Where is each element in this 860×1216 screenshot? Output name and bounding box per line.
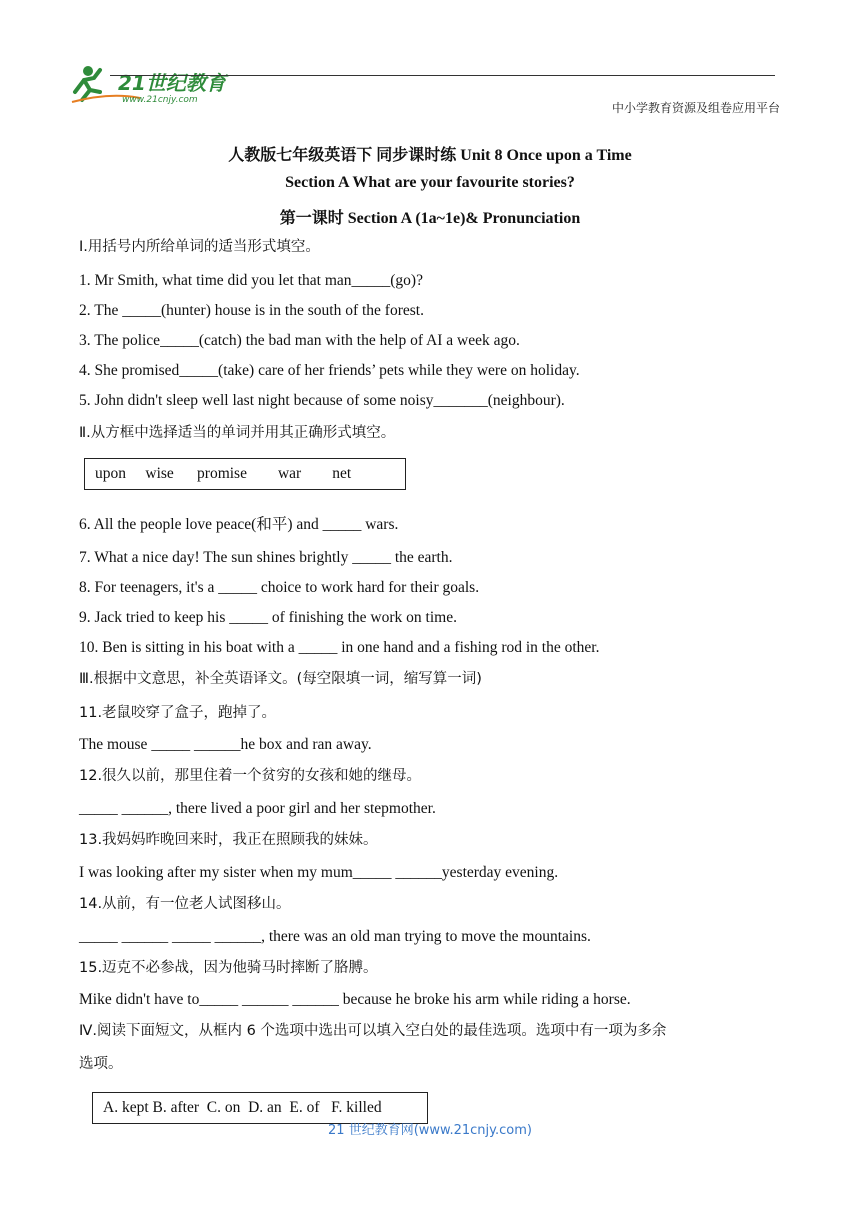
question-15-en: Mike didn't have to_____ ______ ______ because he broke his arm while riding a horse.: [79, 991, 631, 1008]
question-11-en: The mouse _____ ______he box and ran away.: [79, 736, 372, 753]
title-main: 人教版七年级英语下 同步课时练 Unit 8 Once upon a Time: [228, 147, 632, 164]
question-4: 4. She promised_____(take) care of her friends’ pets while they were on holiday.: [79, 362, 580, 379]
question-2: 2. The _____(hunter) house is in the south of the forest.: [79, 302, 424, 319]
question-13-en: I was looking after my sister when my mum_____ ______yesterday evening.: [79, 864, 559, 881]
logo: [70, 62, 250, 108]
logo-runner-head-icon: [83, 66, 93, 76]
section3-heading: Ⅲ.根据中文意思，补全英语译文。(每空限填一词，缩写算一词): [79, 671, 482, 687]
question-10: 10. Ben is sitting in his boat with a _____ in one hand and a fishing rod in the other.: [79, 639, 600, 656]
question-7: 7. What a nice day! The sun shines brightly _____ the earth.: [79, 549, 453, 566]
section4-heading-line2: 选项。: [79, 1056, 123, 1072]
question-15-cn: 15.迈克不必参战，因为他骑马时摔断了胳膊。: [79, 960, 378, 976]
question-11-cn: 11.老鼠咬穿了盒子，跑掉了。: [79, 705, 277, 721]
word-box: upon wise promise war net: [84, 458, 406, 490]
option-box: A. kept B. after C. on D. an E. of F. killed: [92, 1092, 428, 1124]
title-section: Section A What are your favourite stories?: [285, 174, 575, 191]
logo-text: 21世纪教育: [118, 71, 226, 95]
question-14-en: _____ ______ _____ ______, there was an old man trying to move the mountains.: [79, 928, 591, 945]
section1-heading: Ⅰ.用括号内所给单词的适当形式填空。: [79, 239, 320, 255]
question-12-en: _____ ______, there lived a poor girl and her stepmother.: [79, 800, 436, 817]
question-8: 8. For teenagers, it's a _____ choice to work hard for their goals.: [79, 579, 480, 596]
section4-heading-line1: Ⅳ.阅读下面短文，从框内 6 个选项中选出可以填入空白处的最佳选项。选项中有一项为多余: [79, 1023, 667, 1039]
question-5: 5. John didn't sleep well last night because of some noisy_______(neighbour).: [79, 392, 565, 409]
question-9: 9. Jack tried to keep his _____ of finishing the work on time.: [79, 609, 457, 626]
section2-heading: Ⅱ.从方框中选择适当的单词并用其正确形式填空。: [79, 425, 396, 441]
question-13-cn: 13.我妈妈昨晚回来时，我正在照顾我的妹妹。: [79, 832, 378, 848]
question-3: 3. The police_____(catch) the bad man with the help of AI a week ago.: [79, 332, 520, 349]
title-lesson: 第一课时 Section A (1a~1e)& Pronunciation: [279, 210, 581, 227]
question-6: 6. All the people love peace(和平) and _____ wars.: [79, 516, 399, 533]
footer-link[interactable]: 21 世纪教育网(www.21cnjy.com): [328, 1123, 532, 1138]
platform-label: 中小学教育资源及组卷应用平台: [611, 101, 780, 115]
question-12-cn: 12.很久以前，那里住着一个贫穷的女孩和她的继母。: [79, 768, 422, 784]
question-14-cn: 14.从前，有一位老人试图移山。: [79, 896, 291, 912]
header-rule: [110, 75, 775, 76]
question-1: 1. Mr Smith, what time did you let that man_____(go)?: [79, 272, 423, 289]
logo-url: www.21cnjy.com: [122, 95, 198, 105]
